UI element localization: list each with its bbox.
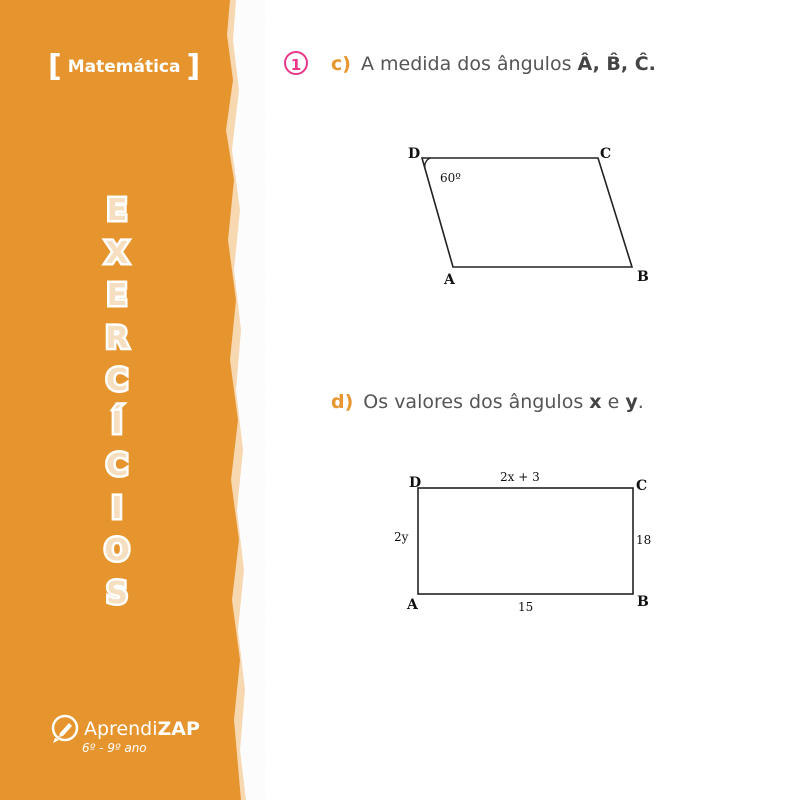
question-c-emphasis: Â, B̂, Ĉ. — [577, 53, 656, 75]
question-d-end: . — [637, 391, 644, 413]
vertical-title-letter: X — [105, 235, 129, 271]
subject-label: Matemática — [67, 57, 181, 77]
question-d-text: Os valores dos ângulos — [363, 391, 584, 413]
side-label-left: 2y — [394, 530, 409, 544]
vertex-label-b: B — [637, 269, 649, 285]
vertex-label-c: C — [600, 146, 612, 162]
vertex-label-d: D — [408, 146, 421, 162]
subject-bracket-close: ] — [186, 49, 201, 84]
vertical-title-letter: O — [104, 533, 130, 568]
vertical-title-letter: E — [106, 193, 128, 228]
question-d-label: d) — [331, 391, 354, 413]
angle-label: 60º — [440, 171, 461, 185]
vertical-title-letter: I — [111, 490, 123, 526]
vertex-label-a: A — [407, 597, 418, 613]
question-d-var-x: x — [589, 391, 602, 413]
subject-bracket-open: [ — [48, 49, 62, 84]
vertical-title-letter: Í — [111, 405, 123, 441]
logo-name-bold: ZAP — [157, 718, 200, 740]
vertical-title-letter: C — [105, 363, 129, 398]
side-label-top: 2x + 3 — [500, 470, 540, 484]
side-label-right: 18 — [636, 533, 652, 547]
vertical-title-letter: S — [106, 575, 128, 611]
vertex-label-a: A — [444, 272, 455, 288]
vertex-label-b: B — [637, 594, 649, 610]
vertex-label-d: D — [409, 475, 422, 491]
side-label-bottom: 15 — [518, 600, 534, 614]
vertical-title-letter: E — [106, 278, 128, 313]
vertical-title-letter: C — [105, 448, 129, 483]
vertex-label-c: C — [636, 478, 648, 494]
logo-name-regular: Aprendi — [84, 718, 158, 740]
question-d-var-y: y — [625, 391, 638, 413]
question-number-badge: 1 — [284, 51, 308, 75]
rectangle-shape — [418, 488, 633, 594]
question-c-label: c) — [331, 53, 351, 75]
vertical-title-letter: R — [105, 320, 129, 356]
question-c-text: A medida dos ângulos — [360, 53, 572, 75]
question-d-conj: e — [607, 391, 620, 413]
logo-grade: 6º - 9º ano — [82, 741, 147, 755]
